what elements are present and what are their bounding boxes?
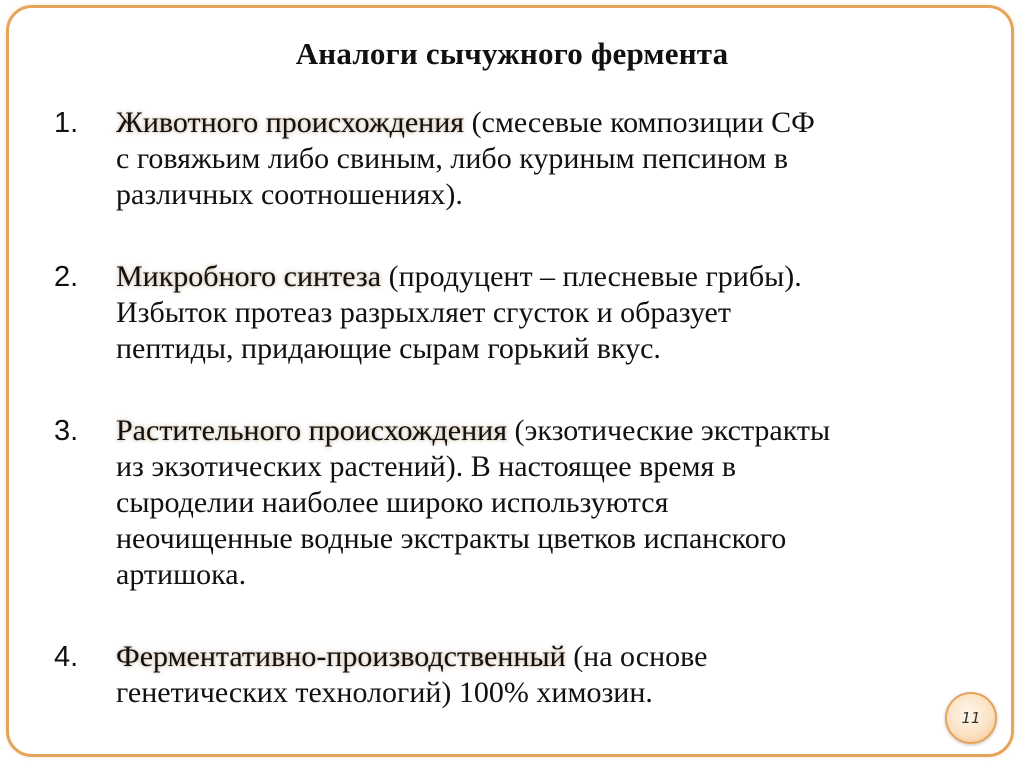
list-item-description: генетических технологий) 100% химозин. — [116, 676, 653, 709]
list-item-term: Микробного синтеза — [116, 260, 382, 293]
list-item-number: 3. — [54, 415, 79, 447]
list-item-term: Растительного происхождения — [116, 414, 508, 447]
list-item-description: артишока. — [116, 558, 247, 591]
list-item-term: Животного происхождения — [116, 106, 465, 139]
list-item-description: (экзотические экстракты — [507, 414, 831, 447]
list-item-description: (продуцент – плесневые грибы). — [381, 260, 802, 293]
slide-title: Аналоги сычужного фермента — [295, 36, 729, 71]
list-item-description: с говяжьим либо свиным, либо куриным пепсином в — [116, 142, 789, 175]
list-item-description: сыроделии наиболее широко используются — [116, 486, 669, 519]
list-item-description: пептиды, придающие сырам горький вкус. — [116, 332, 661, 365]
list-item-description: неочищенные водные экстракты цветков испанского — [116, 522, 787, 555]
list-item-description: (смесевые композиции СФ — [464, 106, 815, 139]
list-item-animal-origin — [52, 105, 982, 213]
list-item-plant-origin — [52, 413, 982, 593]
list-item-description: из экзотических растений). В настоящее время в — [116, 450, 737, 483]
list-item-term: Ферментативно-производственный — [116, 640, 566, 673]
list-item-microbial-synthesis — [52, 259, 982, 367]
enzyme-analogues-list — [52, 105, 982, 711]
list-item-description: Избыток протеаз разрыхляет сгусток и образует — [116, 296, 731, 329]
list-item-description: различных соотношениях). — [116, 178, 463, 211]
list-item-number: 1. — [54, 107, 79, 139]
list-item-fermentation-production — [52, 639, 982, 711]
list-item-description: (на основе — [565, 640, 708, 673]
list-item-number: 4. — [54, 641, 79, 673]
list-item-number: 2. — [54, 261, 79, 293]
page-number-badge: 11 — [945, 692, 997, 744]
